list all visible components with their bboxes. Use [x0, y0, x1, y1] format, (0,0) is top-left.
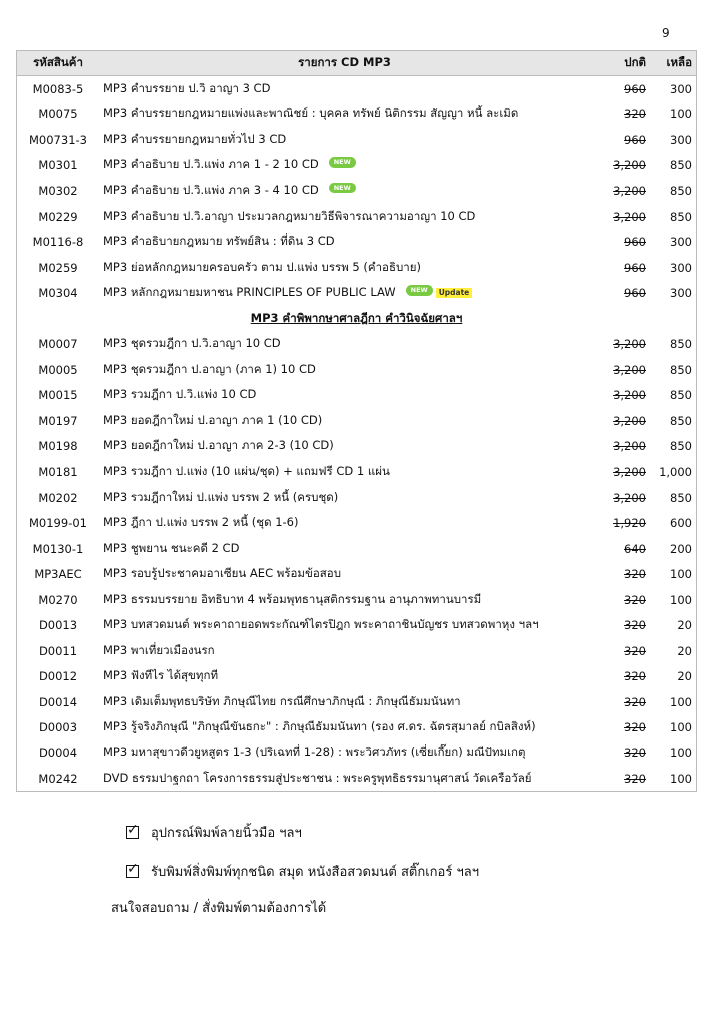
table-row — [17, 331, 697, 357]
regular-price-cell — [590, 510, 650, 536]
remaining-price: 20 — [650, 664, 697, 690]
product-name: MP3 รู้จริงภิกษุณี "ภิกษุณีขันธกะ" : ภิกษุณีธัมมนันทา (รอง ศ.ดร. ฉัตรสุมาลย์ กบิลสิงห์) — [103, 719, 536, 734]
remaining-price: 850 — [650, 357, 697, 383]
table-row — [17, 536, 697, 562]
regular-price-cell — [590, 715, 650, 741]
product-code: D0011 — [17, 638, 100, 664]
product-name: MP3 ย่อหลักกฎหมายครอบครัว ตาม ป.แพ่ง บรรพ 5 (คำอธิบาย) — [103, 259, 421, 274]
footer-item-label: อุปกรณ์พิมพ์ลายนิ้วมือ ฯลฯ — [151, 826, 302, 841]
regular-price-cell — [590, 255, 650, 281]
page-number: 9 — [662, 26, 670, 40]
product-name-cell — [99, 229, 590, 255]
table-row — [17, 408, 697, 434]
product-code: M0270 — [17, 587, 100, 613]
product-code: M0229 — [17, 204, 100, 230]
regular-price-cell — [590, 229, 650, 255]
regular-price-cell — [590, 76, 650, 102]
footer-item-printing — [126, 861, 479, 882]
product-code: M0301 — [17, 153, 100, 179]
product-code: M0197 — [17, 408, 100, 434]
product-code: MP3AEC — [17, 561, 100, 587]
regular-price: 3,200 — [613, 439, 646, 454]
regular-price: 320 — [624, 643, 646, 658]
regular-price-cell — [590, 408, 650, 434]
product-code: M0259 — [17, 255, 100, 281]
product-code: M0304 — [17, 280, 100, 306]
product-name-cell — [99, 638, 590, 664]
regular-price: 1,920 — [613, 516, 646, 531]
regular-price: 3,200 — [613, 337, 646, 352]
product-name-cell — [99, 153, 590, 179]
regular-price-cell — [590, 357, 650, 383]
regular-price-cell — [590, 383, 650, 409]
table-row — [17, 76, 697, 102]
table-row — [17, 766, 697, 792]
product-name-cell — [99, 434, 590, 460]
remaining-price: 100 — [650, 766, 697, 792]
regular-price-cell — [590, 740, 650, 766]
remaining-price: 100 — [650, 587, 697, 613]
table-row — [17, 127, 697, 153]
product-name: DVD ธรรมปาฐกถา โครงการธรรมสู่ประชาชน : พระครูพุทธิธรรมานุศาสน์ วัดเครือวัลย์ — [103, 770, 532, 785]
product-code: M0199-01 — [17, 510, 100, 536]
remaining-price: 300 — [650, 280, 697, 306]
regular-price: 320 — [624, 669, 646, 684]
product-code: M0181 — [17, 459, 100, 485]
product-name: MP3 คำบรรยายกฎหมายแพ่งและพาณิชย์ : บุคคล ทรัพย์ นิติกรรม สัญญา หนี้ ละเมิด — [103, 106, 519, 121]
product-code: M0007 — [17, 331, 100, 357]
product-name-cell — [99, 459, 590, 485]
regular-price: 3,200 — [613, 388, 646, 403]
regular-price: 320 — [624, 745, 646, 760]
regular-price-cell — [590, 153, 650, 179]
product-name: MP3 คำอธิบาย ป.วิ.แพ่ง ภาค 3 - 4 10 CD — [103, 182, 319, 197]
product-code: M0198 — [17, 434, 100, 460]
table-row — [17, 638, 697, 664]
product-name-cell — [99, 510, 590, 536]
regular-price: 320 — [624, 771, 646, 786]
product-name: MP3 ยอดฎีกาใหม่ ป.อาญา ภาค 2-3 (10 CD) — [103, 438, 334, 453]
regular-price: 320 — [624, 107, 646, 122]
remaining-price: 300 — [650, 127, 697, 153]
regular-price: 3,200 — [613, 413, 646, 428]
product-name-cell — [99, 280, 590, 306]
remaining-price: 1,000 — [650, 459, 697, 485]
remaining-price: 850 — [650, 383, 697, 409]
regular-price-cell — [590, 127, 650, 153]
new-badge: NEW — [329, 183, 356, 194]
product-name: MP3 พาเที่ยวเมืองนรก — [103, 642, 215, 657]
header-name: รายการ CD MP3 — [99, 51, 590, 76]
product-name-cell — [99, 383, 590, 409]
regular-price: 3,200 — [613, 464, 646, 479]
table-body — [17, 76, 697, 792]
regular-price-cell — [590, 612, 650, 638]
product-name: MP3 คำอธิบาย ป.วิ.แพ่ง ภาค 1 - 2 10 CD — [103, 157, 319, 172]
product-name-cell — [99, 127, 590, 153]
remaining-price: 850 — [650, 408, 697, 434]
remaining-price: 850 — [650, 485, 697, 511]
product-code: M0130-1 — [17, 536, 100, 562]
table-row — [17, 740, 697, 766]
product-name-cell — [99, 536, 590, 562]
product-name-cell — [99, 255, 590, 281]
header-code: รหัสสินค้า — [17, 51, 100, 76]
regular-price: 3,200 — [613, 362, 646, 377]
regular-price-cell — [590, 561, 650, 587]
product-name-cell — [99, 715, 590, 741]
remaining-price: 600 — [650, 510, 697, 536]
product-code: M00731-3 — [17, 127, 100, 153]
table-row — [17, 561, 697, 587]
remaining-price: 850 — [650, 434, 697, 460]
remaining-price: 20 — [650, 638, 697, 664]
regular-price-cell — [590, 459, 650, 485]
product-name: MP3 ยอดฎีกาใหม่ ป.อาญา ภาค 1 (10 CD) — [103, 412, 323, 427]
product-name: MP3 บทสวดมนต์ พระคาถายอดพระกัณฑ์ไตรปิฎก พระคาถาชินบัญชร บทสวดพาหุง ฯลฯ — [103, 617, 539, 632]
regular-price: 3,200 — [613, 209, 646, 224]
regular-price-cell — [590, 204, 650, 230]
product-name: MP3 รวมฎีกา ป.วิ.แพ่ง 10 CD — [103, 387, 257, 402]
product-name-cell — [99, 178, 590, 204]
product-name-cell — [99, 331, 590, 357]
remaining-price: 850 — [650, 178, 697, 204]
table-row — [17, 612, 697, 638]
table-row — [17, 102, 697, 128]
product-name: MP3 รอบรู้ประชาคมอาเซียน AEC พร้อมข้อสอบ — [103, 566, 341, 581]
update-badge: Update — [436, 288, 473, 298]
product-name: MP3 ชุดรวมฎีกา ป.อาญา (ภาค 1) 10 CD — [103, 361, 316, 376]
header-remaining: เหลือ — [650, 51, 697, 76]
product-name-cell — [99, 740, 590, 766]
product-name-cell — [99, 102, 590, 128]
checkbox-icon — [126, 865, 139, 878]
regular-price: 960 — [624, 260, 646, 275]
product-code: D0012 — [17, 664, 100, 690]
product-name: MP3 ชุดรวมฎีกา ป.วิ.อาญา 10 CD — [103, 336, 281, 351]
contact-line: สนใจสอบถาม / สั่งพิมพ์ตามต้องการได้ — [111, 901, 327, 916]
remaining-price: 100 — [650, 689, 697, 715]
table-row — [17, 178, 697, 204]
section-title: MP3 คำพิพากษาศาลฎีกา คำวินิจฉัยศาลฯ — [17, 306, 697, 332]
remaining-price: 100 — [650, 715, 697, 741]
table-row — [17, 587, 697, 613]
product-code: M0116-8 — [17, 229, 100, 255]
product-code: M0302 — [17, 178, 100, 204]
table-row — [17, 664, 697, 690]
table-row — [17, 715, 697, 741]
product-code: M0202 — [17, 485, 100, 511]
product-name: MP3 ธรรมบรรยาย อิทธิบาท 4 พร้อมพุทธานุสติกรรมฐาน อานุภาพทานบารมี — [103, 591, 482, 606]
new-badge: NEW — [406, 285, 433, 296]
product-name-cell — [99, 485, 590, 511]
regular-price-cell — [590, 536, 650, 562]
remaining-price: 100 — [650, 102, 697, 128]
product-name: MP3 คำอธิบาย ป.วิ.อาญา ประมวลกฎหมายวิธีพิจารณาความอาญา 10 CD — [103, 208, 476, 223]
product-code: D0014 — [17, 689, 100, 715]
product-name: MP3 คำบรรยายกฎหมายทั่วไป 3 CD — [103, 131, 287, 146]
table-row — [17, 434, 697, 460]
product-name-cell — [99, 612, 590, 638]
regular-price: 3,200 — [613, 183, 646, 198]
remaining-price: 850 — [650, 331, 697, 357]
product-code: M0075 — [17, 102, 100, 128]
regular-price-cell — [590, 280, 650, 306]
table-row — [17, 383, 697, 409]
product-code: M0242 — [17, 766, 100, 792]
regular-price: 3,200 — [613, 490, 646, 505]
table-row — [17, 204, 697, 230]
product-name: MP3 ฎีกา ป.แพ่ง บรรพ 2 หนี้ (ชุด 1-6) — [103, 515, 299, 530]
regular-price-cell — [590, 485, 650, 511]
regular-price: 320 — [624, 720, 646, 735]
remaining-price: 20 — [650, 612, 697, 638]
product-name: MP3 รวมฎีกา ป.แพ่ง (10 แผ่น/ชุด) + แถมฟรี CD 1 แผ่น — [103, 463, 390, 478]
table-row — [17, 689, 697, 715]
regular-price-cell — [590, 664, 650, 690]
regular-price-cell — [590, 689, 650, 715]
product-name: MP3 คำอธิบายกฎหมาย ทรัพย์สิน : ที่ดิน 3 CD — [103, 234, 335, 249]
regular-price: 3,200 — [613, 158, 646, 173]
product-name-cell — [99, 357, 590, 383]
regular-price-cell — [590, 102, 650, 128]
product-name: MP3 มหาสุขาวดีวยูหสูตร 1-3 (ปริเฉทที่ 1-28) : พระวิศวภัทร (เซี่ยเกี๊ยก) มณีปัทมเกตุ — [103, 744, 526, 759]
footer-item-fingerprint — [126, 822, 302, 843]
section-header-row — [17, 306, 697, 332]
product-code: M0005 — [17, 357, 100, 383]
regular-price: 960 — [624, 81, 646, 96]
product-name-cell — [99, 587, 590, 613]
table-row — [17, 255, 697, 281]
product-code: D0003 — [17, 715, 100, 741]
remaining-price: 200 — [650, 536, 697, 562]
table-row — [17, 510, 697, 536]
price-table — [16, 50, 697, 792]
table-row — [17, 485, 697, 511]
remaining-price: 300 — [650, 255, 697, 281]
product-name-cell — [99, 204, 590, 230]
regular-price: 960 — [624, 132, 646, 147]
remaining-price: 100 — [650, 740, 697, 766]
product-code: M0083-5 — [17, 76, 100, 102]
table-row — [17, 229, 697, 255]
regular-price-cell — [590, 587, 650, 613]
regular-price-cell — [590, 638, 650, 664]
product-name: MP3 เดิมเต็มพุทธบริษัท ภิกษุณีไทย กรณีศึกษาภิกษุณี : ภิกษุณีธัมมนันทา — [103, 693, 461, 708]
regular-price: 320 — [624, 567, 646, 582]
product-code: D0013 — [17, 612, 100, 638]
remaining-price: 850 — [650, 153, 697, 179]
product-name-cell — [99, 689, 590, 715]
regular-price-cell — [590, 766, 650, 792]
regular-price: 320 — [624, 618, 646, 633]
header-price: ปกติ — [590, 51, 650, 76]
table-row — [17, 357, 697, 383]
regular-price: 320 — [624, 592, 646, 607]
table-row — [17, 459, 697, 485]
product-name-cell — [99, 561, 590, 587]
remaining-price: 300 — [650, 229, 697, 255]
product-name: MP3 ฟังทีไร ได้สุขทุกที — [103, 668, 219, 683]
product-name: MP3 คำบรรยาย ป.วิ อาญา 3 CD — [103, 80, 271, 95]
product-name-cell — [99, 76, 590, 102]
table-row — [17, 280, 697, 306]
product-name: MP3 รวมฎีกาใหม่ ป.แพ่ง บรรพ 2 หนี้ (ครบชุด) — [103, 489, 339, 504]
new-badge: NEW — [329, 157, 356, 168]
product-name-cell — [99, 408, 590, 434]
checkbox-icon — [126, 826, 139, 839]
regular-price-cell — [590, 331, 650, 357]
table-header-row — [17, 51, 697, 76]
regular-price: 320 — [624, 694, 646, 709]
regular-price-cell — [590, 178, 650, 204]
product-name-cell — [99, 664, 590, 690]
footer-item-label: รับพิมพ์สิ่งพิมพ์ทุกชนิด สมุด หนังสือสวดมนต์ สติ๊กเกอร์ ฯลฯ — [151, 865, 480, 880]
remaining-price: 100 — [650, 561, 697, 587]
product-name: MP3 หลักกฎหมายมหาชน PRINCIPLES OF PUBLIC LAW — [103, 285, 396, 300]
regular-price: 960 — [624, 286, 646, 301]
regular-price: 640 — [624, 541, 646, 556]
product-name-cell — [99, 766, 590, 792]
regular-price-cell — [590, 434, 650, 460]
product-code: M0015 — [17, 383, 100, 409]
regular-price: 960 — [624, 235, 646, 250]
remaining-price: 300 — [650, 76, 697, 102]
product-name: MP3 ชูพยาน ชนะคดี 2 CD — [103, 540, 240, 555]
remaining-price: 850 — [650, 204, 697, 230]
product-code: D0004 — [17, 740, 100, 766]
table-row — [17, 153, 697, 179]
